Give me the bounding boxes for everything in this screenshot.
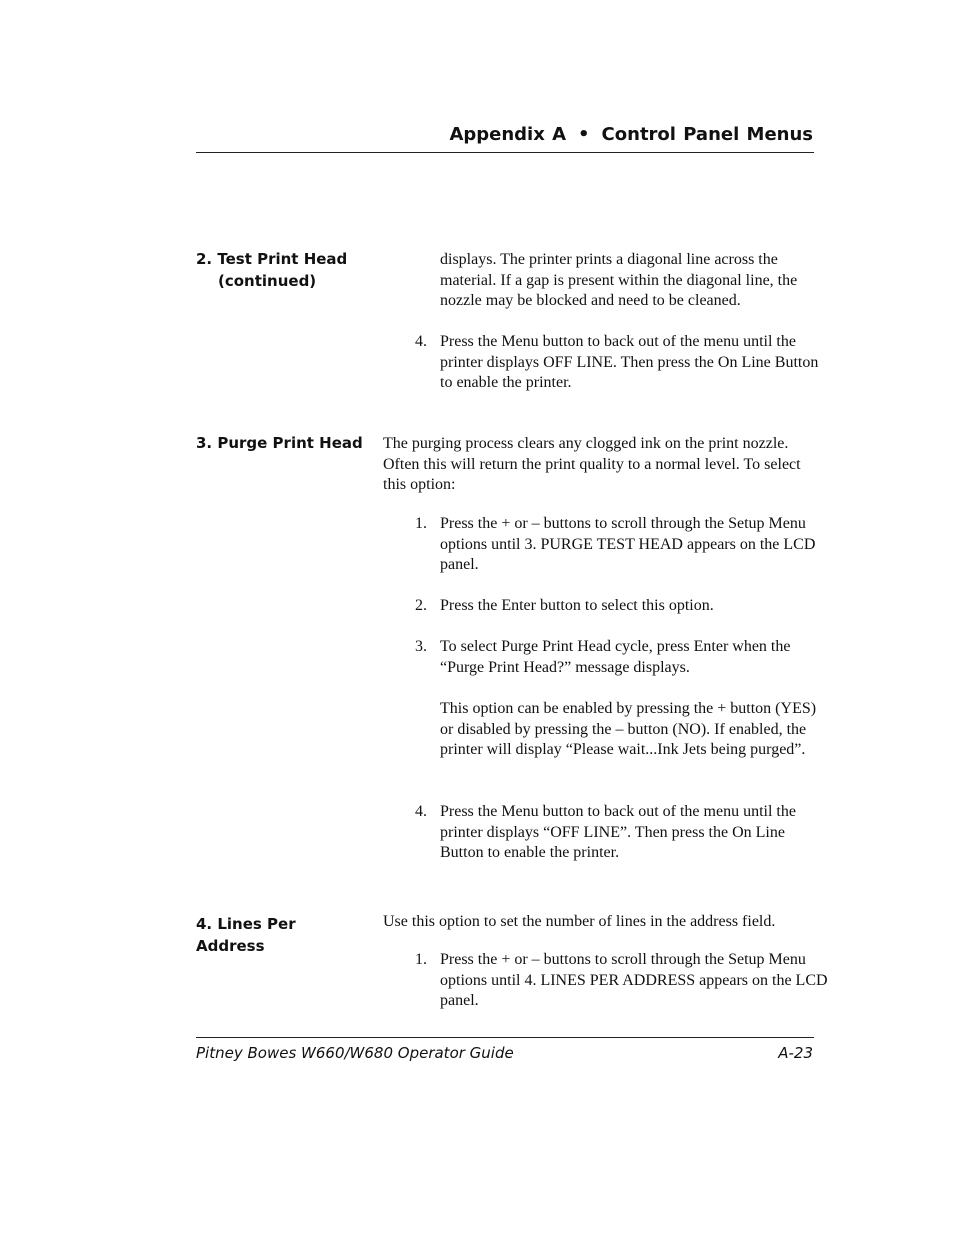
step-text: Press the Enter button to select this option.	[440, 597, 714, 614]
section-intro-paragraph: The purging process clears any clogged ink on the print nozzle. Often this will return the print quality to a normal level. To select this option:	[383, 435, 801, 494]
header-separator-bullet: •	[578, 124, 590, 145]
step-number: 3.	[415, 638, 427, 655]
step-text: Press the + or – buttons to scroll through the Setup Menu options until 3. PURGE TEST HEAD appears on the LCD panel.	[440, 515, 816, 574]
step-note-paragraph: This option can be enabled by pressing the + button (YES) or disabled by pressing the – button (NO). If enabled, the printer will display “Please wait...Ink Jets being purged”.	[440, 700, 817, 759]
header-chapter: Control Panel Menus	[601, 124, 813, 145]
step-text: Press the Menu button to back out of the menu until the printer displays “OFF LINE”. Then press the On Line Button to enable the printer.	[440, 803, 796, 862]
footer-rule	[196, 1037, 814, 1038]
step-number: 4.	[415, 333, 427, 350]
section-heading-continued: (continued)	[218, 272, 317, 290]
continuation-paragraph: displays. The printer prints a diagonal line across the material. If a gap is present within the diagonal line, the nozzle may be blocked and need to be cleaned.	[440, 251, 798, 310]
section-heading-line: 4. Lines Per	[196, 915, 296, 933]
footer-guide-title: Pitney Bowes W660/W680 Operator Guide	[196, 1044, 514, 1062]
section-heading-purge-print-head	[196, 432, 363, 454]
step-number: 1.	[415, 515, 427, 532]
header-appendix: Appendix A	[449, 124, 567, 145]
step-text: Press the Menu button to back out of the menu until the printer displays OFF LINE. Then press the On Line Button to enable the printer.	[440, 333, 819, 392]
header-rule	[196, 152, 814, 153]
step-number: 4.	[415, 803, 427, 820]
section-heading-line: 3. Purge Print Head	[196, 434, 363, 452]
step-text: To select Purge Print Head cycle, press Enter when the “Purge Print Head?” message displays.	[440, 638, 791, 676]
section-heading-line: Address	[196, 937, 265, 955]
page-header	[449, 124, 813, 145]
step-number: 2.	[415, 597, 427, 614]
section-heading-line: 2. Test Print Head	[196, 250, 348, 268]
footer-page-number: A-23	[778, 1044, 813, 1062]
step-number: 1.	[415, 951, 427, 968]
section-heading-test-print-head	[196, 248, 347, 292]
section-heading-lines-per-address	[196, 913, 296, 957]
section-intro-paragraph: Use this option to set the number of lines in the address field.	[383, 913, 776, 930]
step-text: Press the + or – buttons to scroll through the Setup Menu options until 4. LINES PER ADDRESS appears on the LCD panel.	[440, 951, 828, 1010]
